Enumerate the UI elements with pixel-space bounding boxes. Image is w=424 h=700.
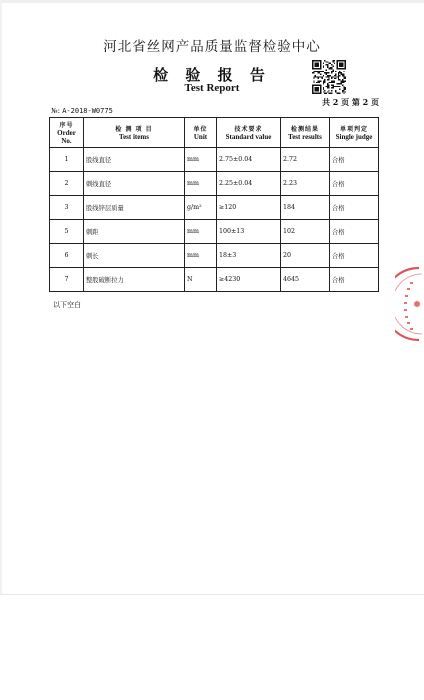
cell-order-no: 3 (50, 196, 84, 220)
end-of-content-note: 以下空白 (53, 301, 81, 309)
table-row (50, 268, 379, 292)
header-order-no: 序号 Order No. (50, 118, 84, 148)
report-title-english: Test Report (184, 82, 240, 94)
cell-standard-value: 100±13 (217, 220, 281, 244)
cell-unit: N (185, 268, 217, 292)
page-edge-shadow (0, 0, 424, 3)
cell-unit: g/m² (185, 196, 217, 220)
table-header-row (50, 118, 379, 148)
qr-code-icon (312, 60, 346, 94)
cell-unit: mm (185, 220, 217, 244)
cell-test-result: 184 (281, 196, 330, 220)
header-unit: 单位 Unit (185, 118, 217, 148)
cell-test-item: 刺线直径 (84, 172, 185, 196)
cell-test-item: 股线直径 (84, 148, 185, 172)
table-row (50, 244, 379, 268)
page-indicator: 共 2 页 第 2 页 (321, 97, 379, 107)
report-number-label: №: (51, 107, 60, 115)
cell-test-item: 整股破断拉力 (84, 268, 185, 292)
cell-test-item: 刺长 (84, 244, 185, 268)
cell-standard-value: 18±3 (217, 244, 281, 268)
cell-test-item: 刺距 (84, 220, 185, 244)
test-results-table (49, 117, 379, 292)
cell-unit: mm (185, 172, 217, 196)
official-seal-icon (395, 264, 424, 344)
table-row (50, 148, 379, 172)
cell-order-no: 2 (50, 172, 84, 196)
report-number-value: A-2018-W0775 (62, 107, 113, 115)
cell-test-result: 102 (281, 220, 330, 244)
cell-judgement: 合格 (330, 196, 379, 220)
cell-order-no: 7 (50, 268, 84, 292)
cell-judgement: 合格 (330, 172, 379, 196)
cell-judgement: 合格 (330, 220, 379, 244)
report-title-chinese: 检 验 报 告 (153, 66, 271, 84)
cell-unit: mm (185, 148, 217, 172)
cell-standard-value: 2.25±0.04 (217, 172, 281, 196)
cell-judgement: 合格 (330, 148, 379, 172)
table-row (50, 220, 379, 244)
table-row (50, 196, 379, 220)
cell-judgement: 合格 (330, 268, 379, 292)
cell-test-result: 2.23 (281, 172, 330, 196)
organization-name: 河北省丝网产品质量监督检验中心 (103, 39, 321, 55)
cell-standard-value: ≥120 (217, 196, 281, 220)
header-test-items: 检 测 项 目 Test items (84, 118, 185, 148)
cell-test-result: 4645 (281, 268, 330, 292)
header-single-judge: 单项判定 Single judge (330, 118, 379, 148)
report-number (51, 107, 113, 115)
cell-order-no: 1 (50, 148, 84, 172)
cell-order-no: 5 (50, 220, 84, 244)
cell-judgement: 合格 (330, 244, 379, 268)
cell-order-no: 6 (50, 244, 84, 268)
table-row (50, 172, 379, 196)
cell-test-result: 20 (281, 244, 330, 268)
cell-standard-value: 2.75±0.04 (217, 148, 281, 172)
cell-test-result: 2.72 (281, 148, 330, 172)
header-standard-value: 技术要求 Standard value (217, 118, 281, 148)
header-test-results: 检测结果 Test results (281, 118, 330, 148)
cell-unit: mm (185, 244, 217, 268)
cell-test-item: 股线锌层质量 (84, 196, 185, 220)
cell-standard-value: ≥4230 (217, 268, 281, 292)
